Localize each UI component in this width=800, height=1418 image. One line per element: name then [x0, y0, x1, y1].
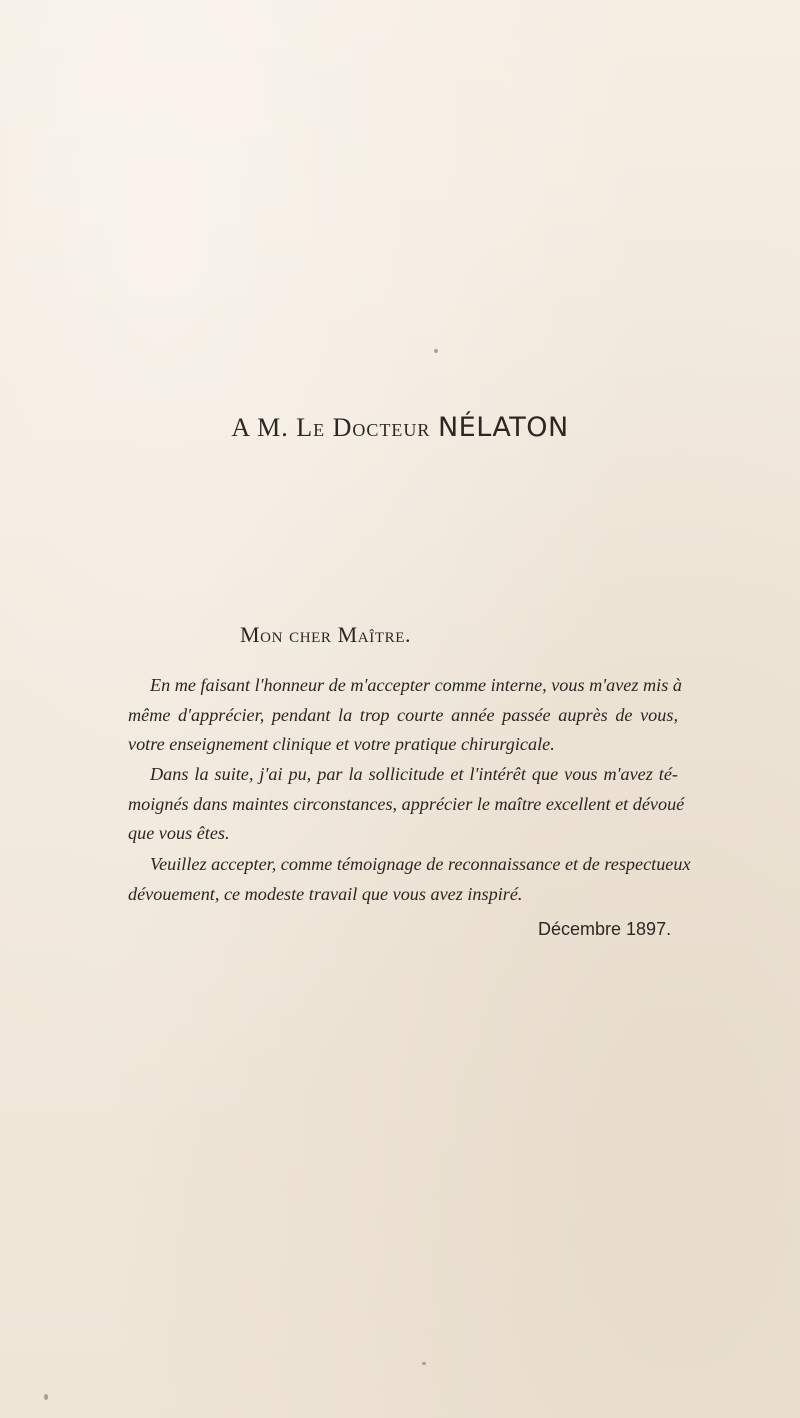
paper-speck: [422, 1362, 426, 1365]
paragraph-line: que vous êtes.: [128, 823, 230, 843]
paragraph-line: même d'apprécier, pendant la trop courte année passée auprès de vous,: [128, 704, 678, 725]
dedication-prefix: A M.: [231, 413, 289, 442]
paragraph-3: [128, 850, 691, 909]
date-line: Décembre 1897.: [538, 919, 672, 939]
paragraph-line: votre enseignement clinique et votre pratique chirurgicale.: [128, 734, 555, 754]
paragraph-line: moignés dans maintes circonstances, apprécier le maître excellent et dévoué: [128, 793, 685, 814]
paragraph-line: Dans la suite, j'ai pu, par la sollicitude et l'intérêt que vous m'avez té-: [150, 764, 678, 784]
paragraph-1: [128, 671, 682, 760]
dedication-name: NÉLATON: [437, 412, 569, 443]
paragraph-2: [128, 760, 685, 849]
salutation: Mon cher Maître.: [240, 622, 412, 647]
paragraph-line: dévouement, ce modeste travail que vous avez inspiré.: [128, 883, 523, 904]
paragraph-line: Veuillez accepter, comme témoignage de reconnaissance et de respectueux: [150, 854, 691, 874]
paper-speck: [44, 1394, 48, 1400]
dedication-heading: [0, 412, 800, 443]
paragraph-line: En me faisant l'honneur de m'accepter comme interne, vous m'avez mis à: [150, 675, 682, 695]
dedication-title: Le Docteur: [296, 413, 431, 442]
paper-speck: [434, 349, 438, 353]
